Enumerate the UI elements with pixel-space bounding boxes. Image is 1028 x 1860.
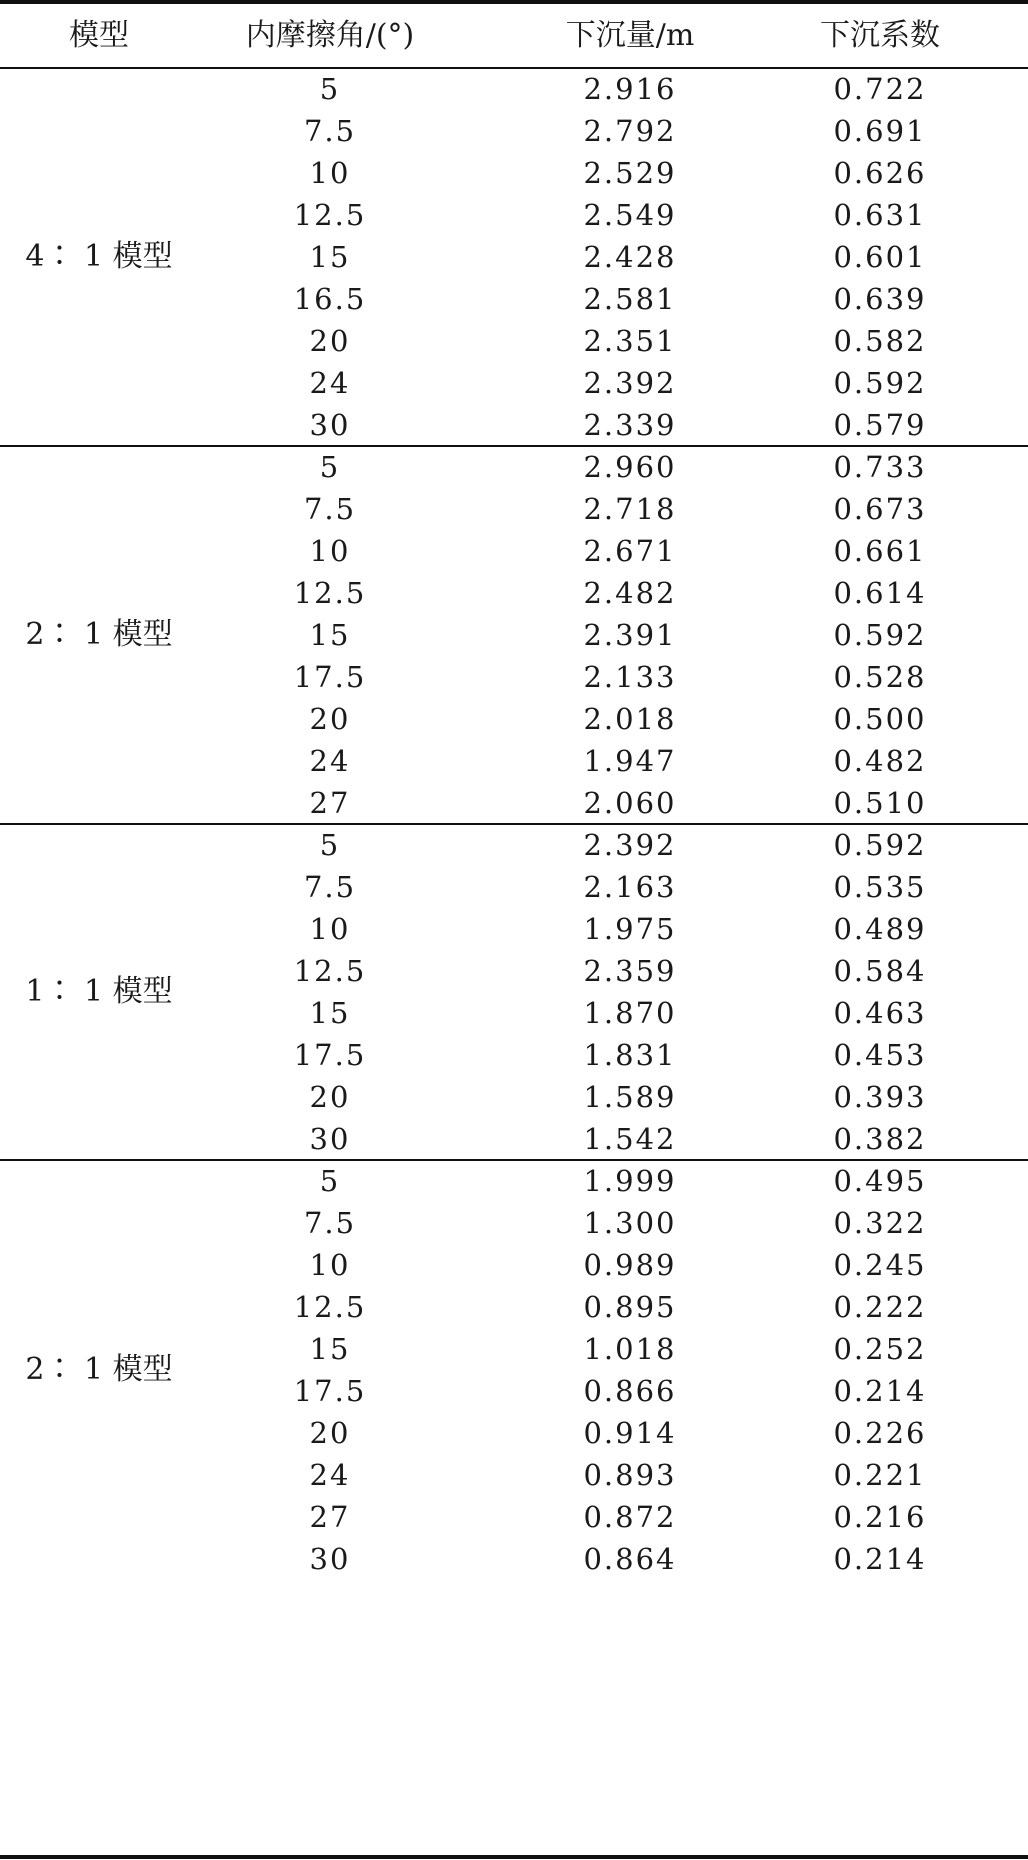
cell-subsidence: 2.060	[583, 786, 677, 820]
cell-angle: 12.5	[293, 576, 367, 610]
cell-subsidence: 2.792	[583, 114, 677, 148]
cell-subsidence: 0.893	[583, 1458, 677, 1492]
cell-coefficient: 0.691	[833, 114, 927, 148]
cell-subsidence: 2.018	[583, 702, 677, 736]
cell-angle: 30	[309, 1122, 351, 1156]
table-bottom-rule	[0, 1855, 1028, 1859]
cell-angle: 7.5	[303, 870, 357, 904]
cell-coefficient: 0.722	[833, 72, 927, 106]
cell-coefficient: 0.535	[833, 870, 927, 904]
cell-angle: 24	[309, 366, 351, 400]
cell-angle: 15	[309, 996, 351, 1030]
cell-angle: 24	[309, 744, 351, 778]
cell-angle: 20	[309, 702, 351, 736]
cell-angle: 7.5	[303, 492, 357, 526]
cell-coefficient: 0.252	[833, 1332, 927, 1366]
cell-angle: 27	[309, 786, 351, 820]
cell-subsidence: 2.359	[583, 954, 677, 988]
cell-angle: 20	[309, 1080, 351, 1114]
cell-subsidence: 1.589	[583, 1080, 677, 1114]
group-label: 2∶ 1 模型	[25, 1352, 173, 1387]
cell-coefficient: 0.639	[833, 282, 927, 316]
cell-coefficient: 0.214	[833, 1374, 927, 1408]
cell-subsidence: 2.392	[583, 828, 677, 862]
group-label: 4∶ 1 模型	[25, 239, 173, 274]
cell-coefficient: 0.584	[833, 954, 927, 988]
cell-subsidence: 1.831	[583, 1038, 677, 1072]
cell-angle: 10	[309, 156, 351, 190]
cell-subsidence: 1.870	[583, 996, 677, 1030]
group-label: 2∶ 1 模型	[25, 617, 173, 652]
cell-subsidence: 1.975	[583, 912, 677, 946]
cell-angle: 30	[309, 408, 351, 442]
cell-subsidence: 1.947	[583, 744, 677, 778]
cell-coefficient: 0.631	[833, 198, 927, 232]
cell-angle: 17.5	[293, 1038, 367, 1072]
header-angle: 内摩擦角/(°)	[245, 18, 415, 53]
cell-subsidence: 1.999	[583, 1164, 677, 1198]
cell-subsidence: 2.339	[583, 408, 677, 442]
cell-coefficient: 0.592	[833, 618, 927, 652]
header-subsidence: 下沉量/m	[565, 18, 695, 53]
cell-subsidence: 0.914	[583, 1416, 677, 1450]
cell-subsidence: 2.916	[583, 72, 677, 106]
cell-angle: 24	[309, 1458, 351, 1492]
cell-angle: 20	[309, 324, 351, 358]
header-coefficient: 下沉系数	[820, 18, 940, 53]
cell-subsidence: 2.581	[583, 282, 677, 316]
cell-coefficient: 0.453	[833, 1038, 927, 1072]
cell-subsidence: 2.671	[583, 534, 677, 568]
cell-coefficient: 0.214	[833, 1542, 927, 1576]
cell-subsidence: 1.300	[583, 1206, 677, 1240]
cell-angle: 5	[319, 450, 341, 484]
cell-coefficient: 0.500	[833, 702, 927, 736]
cell-angle: 7.5	[303, 114, 357, 148]
cell-angle: 20	[309, 1416, 351, 1450]
cell-subsidence: 0.864	[583, 1542, 677, 1576]
cell-subsidence: 0.872	[583, 1500, 677, 1534]
cell-subsidence: 2.133	[583, 660, 677, 694]
cell-angle: 12.5	[293, 1290, 367, 1324]
cell-subsidence: 0.866	[583, 1374, 677, 1408]
cell-coefficient: 0.579	[833, 408, 927, 442]
cell-coefficient: 0.592	[833, 366, 927, 400]
cell-coefficient: 0.528	[833, 660, 927, 694]
cell-angle: 27	[309, 1500, 351, 1534]
cell-angle: 17.5	[293, 660, 367, 694]
cell-subsidence: 0.989	[583, 1248, 677, 1282]
cell-angle: 16.5	[293, 282, 367, 316]
cell-angle: 5	[319, 1164, 341, 1198]
cell-angle: 10	[309, 1248, 351, 1282]
cell-subsidence: 1.542	[583, 1122, 677, 1156]
cell-angle: 17.5	[293, 1374, 367, 1408]
cell-coefficient: 0.226	[833, 1416, 927, 1450]
cell-angle: 30	[309, 1542, 351, 1576]
cell-subsidence: 2.549	[583, 198, 677, 232]
cell-coefficient: 0.592	[833, 828, 927, 862]
cell-angle: 15	[309, 618, 351, 652]
cell-subsidence: 2.163	[583, 870, 677, 904]
cell-angle: 10	[309, 912, 351, 946]
table-header-row	[0, 4, 1028, 67]
cell-coefficient: 0.510	[833, 786, 927, 820]
cell-angle: 12.5	[293, 954, 367, 988]
cell-coefficient: 0.614	[833, 576, 927, 610]
cell-coefficient: 0.495	[833, 1164, 927, 1198]
cell-coefficient: 0.673	[833, 492, 927, 526]
cell-coefficient: 0.393	[833, 1080, 927, 1114]
cell-angle: 15	[309, 240, 351, 274]
cell-angle: 12.5	[293, 198, 367, 232]
cell-subsidence: 2.428	[583, 240, 677, 274]
cell-coefficient: 0.601	[833, 240, 927, 274]
cell-coefficient: 0.221	[833, 1458, 927, 1492]
cell-angle: 5	[319, 828, 341, 862]
group-label: 1∶ 1 模型	[25, 974, 173, 1009]
cell-coefficient: 0.661	[833, 534, 927, 568]
cell-angle: 10	[309, 534, 351, 568]
cell-subsidence: 0.895	[583, 1290, 677, 1324]
cell-coefficient: 0.733	[833, 450, 927, 484]
cell-subsidence: 2.392	[583, 366, 677, 400]
cell-coefficient: 0.489	[833, 912, 927, 946]
cell-subsidence: 1.018	[583, 1332, 677, 1366]
cell-subsidence: 2.482	[583, 576, 677, 610]
header-model: 模型	[69, 18, 129, 53]
cell-subsidence: 2.391	[583, 618, 677, 652]
cell-coefficient: 0.245	[833, 1248, 927, 1282]
cell-coefficient: 0.322	[833, 1206, 927, 1240]
cell-coefficient: 0.216	[833, 1500, 927, 1534]
cell-coefficient: 0.463	[833, 996, 927, 1030]
cell-angle: 15	[309, 1332, 351, 1366]
cell-angle: 7.5	[303, 1206, 357, 1240]
cell-coefficient: 0.626	[833, 156, 927, 190]
cell-coefficient: 0.582	[833, 324, 927, 358]
cell-coefficient: 0.222	[833, 1290, 927, 1324]
cell-subsidence: 2.529	[583, 156, 677, 190]
cell-subsidence: 2.351	[583, 324, 677, 358]
cell-subsidence: 2.960	[583, 450, 677, 484]
cell-coefficient: 0.382	[833, 1122, 927, 1156]
cell-coefficient: 0.482	[833, 744, 927, 778]
cell-angle: 5	[319, 72, 341, 106]
cell-subsidence: 2.718	[583, 492, 677, 526]
